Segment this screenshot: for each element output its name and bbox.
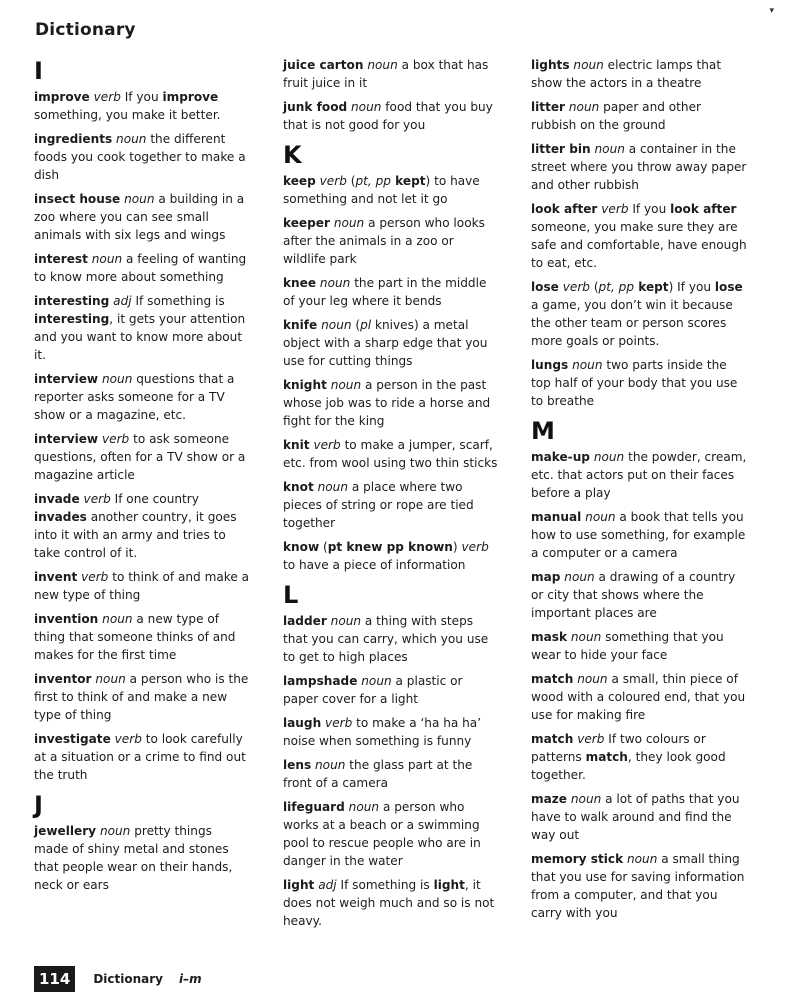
- entry-part-of-speech: adj: [318, 878, 337, 892]
- entry-definition: a person who works at a beach or a swimming pool to rescue people who are in danger in the water: [283, 800, 481, 868]
- entry-definition: to look carefully at a situation or a crime to find out the truth: [34, 732, 246, 782]
- entry-definition: a person in the past whose job was to ride a horse and fight for the king: [283, 378, 491, 428]
- entry-headword: investigate: [34, 732, 111, 746]
- entry-definition: match: [585, 750, 628, 764]
- section-letter: K: [283, 141, 302, 169]
- entry-part-of-speech: noun: [572, 358, 603, 372]
- entry-definition: the glass part at the front of a camera: [283, 758, 473, 790]
- entry-definition: a thing with steps that you can carry, which you use to get to high places: [283, 614, 489, 664]
- entry-part-of-speech: noun: [564, 570, 595, 584]
- dictionary-entry: [283, 376, 499, 430]
- dictionary-entry: [34, 250, 250, 286]
- entry-definition: invades: [34, 510, 87, 524]
- entry-definition: If something is: [135, 294, 225, 308]
- dictionary-entry: [531, 356, 747, 410]
- dictionary-entry: [34, 730, 250, 784]
- entry-part-of-speech: noun: [351, 100, 382, 114]
- entry-forms: (: [355, 318, 361, 332]
- entry-part-of-speech: noun: [594, 142, 625, 156]
- entry-headword: juice carton: [283, 58, 364, 72]
- entry-definition: another country, it goes into it with an army and tries to take control of it.: [34, 510, 237, 560]
- dictionary-entry: [531, 56, 747, 92]
- entry-forms: known: [403, 540, 453, 554]
- entry-headword: litter bin: [531, 142, 591, 156]
- entry-definition: a container in the street where you throw away paper and other rubbish: [531, 142, 747, 192]
- entry-headword: maze: [531, 792, 568, 806]
- dictionary-entry: [34, 130, 250, 184]
- section-letter: L: [283, 581, 299, 609]
- entry-definition: the part in the middle of your leg where it bends: [283, 276, 487, 308]
- entry-part-of-speech: noun: [593, 450, 625, 464]
- entry-headword: lose: [531, 280, 559, 294]
- page-title: Dictionary: [35, 20, 136, 40]
- page-footer: [34, 964, 202, 994]
- entry-definition: food that you buy that is not good for you: [283, 100, 493, 132]
- entry-headword: memory stick: [531, 852, 624, 866]
- entry-forms: kept: [634, 280, 669, 294]
- entry-part-of-speech: adj: [113, 294, 132, 308]
- dictionary-entry: [34, 370, 250, 424]
- entry-forms: (: [323, 540, 328, 554]
- entry-part-of-speech: noun: [317, 480, 349, 494]
- dictionary-entry: [283, 316, 499, 370]
- entry-forms: pt: [327, 540, 343, 554]
- dictionary-entry: [34, 292, 250, 364]
- entry-definition: a person who looks after the animals in a zoo or wildlife park: [283, 216, 485, 266]
- entry-headword: knife: [283, 318, 318, 332]
- dictionary-entry: [283, 436, 499, 472]
- entry-forms: knives: [371, 318, 414, 332]
- entry-definition: a place where two pieces of string or rope are tied together: [283, 480, 474, 530]
- entry-headword: make-up: [531, 450, 590, 464]
- entry-part-of-speech: verb: [101, 432, 130, 446]
- entry-part-of-speech: noun: [570, 792, 602, 806]
- entry-headword: ladder: [283, 614, 327, 628]
- footer-range: i–m: [178, 972, 202, 986]
- entry-part-of-speech: noun: [570, 630, 602, 644]
- entry-part-of-speech: noun: [91, 252, 123, 266]
- corner-mark: ▾: [769, 6, 774, 16]
- entry-definition: If two colours or patterns: [531, 732, 706, 764]
- entry-forms: ): [452, 540, 458, 554]
- dictionary-entry: [283, 672, 499, 708]
- entry-headword: invade: [34, 492, 80, 506]
- entry-definition: a game, you don’t win it because the other team or person scores more goals or points.: [531, 298, 733, 348]
- entry-part-of-speech: verb: [93, 90, 121, 104]
- entry-definition: If you: [124, 90, 163, 104]
- page-number: 114: [34, 966, 75, 992]
- entry-part-of-speech: noun: [124, 192, 155, 206]
- entry-headword: lungs: [531, 358, 569, 372]
- entry-definition: If something is: [340, 878, 434, 892]
- entry-forms: pl: [360, 318, 372, 332]
- entry-forms: ): [413, 318, 419, 332]
- entry-definition: look after: [670, 202, 737, 216]
- entry-definition: interesting: [34, 312, 110, 326]
- dictionary-entry: [531, 790, 747, 844]
- entry-part-of-speech: verb: [577, 732, 605, 746]
- entry-definition: If one country: [114, 492, 199, 506]
- entry-part-of-speech: noun: [585, 510, 616, 524]
- entry-part-of-speech: noun: [333, 216, 365, 230]
- entry-headword: map: [531, 570, 561, 584]
- entry-definition: a plastic or paper cover for a light: [283, 674, 463, 706]
- entry-definition: questions that a reporter asks someone for a TV show or a magazine, etc.: [34, 372, 235, 422]
- entry-definition: If you: [632, 202, 671, 216]
- entry-headword: manual: [531, 510, 582, 524]
- entry-definition: a new type of thing that someone thinks of and makes for the first time: [34, 612, 236, 662]
- entry-headword: laugh: [283, 716, 322, 730]
- entry-headword: lifeguard: [283, 800, 345, 814]
- dictionary-entry: [531, 568, 747, 622]
- column-2: [283, 56, 499, 936]
- entry-definition: to think of and make a new type of thing: [34, 570, 250, 602]
- entry-definition: someone, you make sure they are safe and comfortable, have enough to eat, etc.: [531, 220, 747, 270]
- dictionary-entry: [283, 172, 499, 208]
- entry-definition: , it gets your attention and you want to know more about it.: [34, 312, 246, 362]
- dictionary-entry: [531, 200, 747, 272]
- entry-definition: a box that has fruit juice in it: [283, 58, 489, 90]
- entry-definition: light: [433, 878, 465, 892]
- section-letter: M: [531, 417, 555, 445]
- entry-part-of-speech: verb: [601, 202, 629, 216]
- entry-part-of-speech: noun: [315, 758, 346, 772]
- dictionary-entry: [531, 850, 747, 922]
- entry-part-of-speech: verb: [562, 280, 590, 294]
- entry-part-of-speech: verb: [461, 540, 489, 554]
- entry-headword: knee: [283, 276, 317, 290]
- entry-definition: two parts inside the top half of your body that you use to breathe: [531, 358, 738, 408]
- entry-headword: litter: [531, 100, 566, 114]
- entry-headword: interest: [34, 252, 88, 266]
- dictionary-entry: [531, 730, 747, 784]
- entry-part-of-speech: noun: [116, 132, 147, 146]
- entry-definition: , it does not weigh much and so is not heavy.: [283, 878, 495, 928]
- entry-part-of-speech: noun: [361, 674, 392, 688]
- entry-headword: invention: [34, 612, 99, 626]
- dictionary-entry: [283, 876, 499, 930]
- entry-part-of-speech: noun: [577, 672, 608, 686]
- entry-definition: a building in a zoo where you can see small animals with six legs and wings: [34, 192, 245, 242]
- entry-part-of-speech: noun: [330, 378, 362, 392]
- entry-definition: something, you make it better.: [34, 108, 221, 122]
- entry-forms: knew: [342, 540, 387, 554]
- entry-headword: knot: [283, 480, 314, 494]
- dictionary-entry: [283, 538, 499, 574]
- entry-part-of-speech: noun: [319, 276, 351, 290]
- dictionary-entry: [283, 478, 499, 532]
- entry-headword: knit: [283, 438, 310, 452]
- entry-headword: knight: [283, 378, 327, 392]
- entry-definition: to have something and not let it go: [283, 174, 480, 206]
- entry-definition: electric lamps that show the actors in a theatre: [531, 58, 722, 90]
- entry-part-of-speech: verb: [114, 732, 142, 746]
- entry-forms: kept: [390, 174, 426, 188]
- entry-part-of-speech: noun: [321, 318, 352, 332]
- entry-part-of-speech: noun: [101, 372, 133, 386]
- entry-definition: If you: [677, 280, 715, 294]
- entry-definition: to ask someone questions, often for a TV show or a magazine article: [34, 432, 246, 482]
- dictionary-entry: [531, 670, 747, 724]
- entry-part-of-speech: noun: [573, 58, 604, 72]
- entry-headword: match: [531, 672, 574, 686]
- entry-headword: lampshade: [283, 674, 358, 688]
- entry-part-of-speech: noun: [348, 800, 380, 814]
- dictionary-entry: [34, 610, 250, 664]
- section-letter: J: [34, 791, 43, 819]
- footer-title: Dictionary: [93, 972, 163, 986]
- entry-headword: interesting: [34, 294, 110, 308]
- entry-definition: a book that tells you how to use something, for example a computer or a camera: [531, 510, 746, 560]
- dictionary-entry: [283, 756, 499, 792]
- entry-definition: , they look good together.: [531, 750, 726, 782]
- entry-definition: something that you wear to hide your face: [531, 630, 724, 662]
- column-3: [531, 56, 747, 928]
- dictionary-entry: [283, 798, 499, 870]
- entry-forms: (: [350, 174, 356, 188]
- dictionary-entry: [34, 88, 250, 124]
- entry-headword: look after: [531, 202, 598, 216]
- entry-part-of-speech: verb: [313, 438, 341, 452]
- dictionary-entry: [34, 670, 250, 724]
- dictionary-entry: [34, 430, 250, 484]
- entry-forms: ): [425, 174, 431, 188]
- dictionary-entry: [34, 190, 250, 244]
- entry-headword: mask: [531, 630, 568, 644]
- entry-definition: improve: [162, 90, 219, 104]
- dictionary-entry: [531, 278, 747, 350]
- entry-definition: paper and other rubbish on the ground: [531, 100, 701, 132]
- entry-headword: keep: [283, 174, 316, 188]
- entry-definition: a small thing that you use for saving information from a computer, and that you carry with you: [531, 852, 745, 920]
- entry-part-of-speech: noun: [367, 58, 398, 72]
- entry-definition: to have a piece of information: [283, 558, 466, 572]
- entry-part-of-speech: noun: [626, 852, 658, 866]
- entry-headword: ingredients: [34, 132, 113, 146]
- entry-headword: interview: [34, 432, 99, 446]
- entry-definition: the different foods you cook together to make a dish: [34, 132, 246, 182]
- entry-headword: lights: [531, 58, 570, 72]
- entry-headword: match: [531, 732, 574, 746]
- dictionary-entry: [283, 98, 499, 134]
- entry-part-of-speech: noun: [99, 824, 131, 838]
- entry-headword: improve: [34, 90, 90, 104]
- entry-definition: pretty things made of shiny metal and stones that people wear on their hands, neck or ears: [34, 824, 233, 892]
- entry-forms: pp: [386, 540, 404, 554]
- column-1: [34, 56, 250, 900]
- entry-part-of-speech: verb: [319, 174, 347, 188]
- dictionary-entry: [531, 508, 747, 562]
- entry-definition: to make a ‘ha ha ha’ noise when something is funny: [283, 716, 482, 748]
- entry-part-of-speech: noun: [568, 100, 600, 114]
- entry-definition: to make a jumper, scarf, etc. from wool using two thin sticks: [283, 438, 498, 470]
- dictionary-entry: [34, 568, 250, 604]
- entry-headword: jewellery: [34, 824, 97, 838]
- dictionary-entry: [34, 822, 250, 894]
- dictionary-entry: [531, 140, 747, 194]
- entry-part-of-speech: noun: [102, 612, 133, 626]
- entry-part-of-speech: verb: [83, 492, 111, 506]
- entry-headword: junk food: [283, 100, 348, 114]
- entry-headword: invent: [34, 570, 78, 584]
- entry-headword: light: [283, 878, 315, 892]
- dictionary-entry: [531, 98, 747, 134]
- entry-headword: lens: [283, 758, 312, 772]
- dictionary-entry: [283, 214, 499, 268]
- dictionary-entry: [34, 490, 250, 562]
- dictionary-entry: [283, 274, 499, 310]
- entry-headword: inventor: [34, 672, 92, 686]
- entry-definition: a feeling of wanting to know more about something: [34, 252, 247, 284]
- dictionary-entry: [283, 714, 499, 750]
- entry-part-of-speech: noun: [95, 672, 126, 686]
- dictionary-entry: [283, 612, 499, 666]
- entry-headword: interview: [34, 372, 99, 386]
- dictionary-entry: [531, 628, 747, 664]
- entry-forms: pt, pp: [355, 174, 391, 188]
- entry-part-of-speech: verb: [81, 570, 109, 584]
- entry-forms: (: [593, 280, 599, 294]
- section-letter: I: [34, 57, 43, 85]
- entry-definition: lose: [714, 280, 743, 294]
- entry-headword: insect house: [34, 192, 121, 206]
- dictionary-entry: [283, 56, 499, 92]
- entry-definition: a metal object with a sharp edge that you use for cutting things: [283, 318, 488, 368]
- entry-definition: a drawing of a country or city that shows where the important places are: [531, 570, 736, 620]
- entry-part-of-speech: noun: [330, 614, 362, 628]
- dictionary-entry: [531, 448, 747, 502]
- entry-definition: a person who is the first to think of and make a new type of thing: [34, 672, 249, 722]
- entry-forms: ): [668, 280, 674, 294]
- entry-forms: pt, pp: [598, 280, 635, 294]
- entry-definition: a lot of paths that you have to walk around and find the way out: [531, 792, 740, 842]
- entry-part-of-speech: verb: [325, 716, 353, 730]
- entry-definition: the powder, cream, etc. that actors put on their faces before a play: [531, 450, 747, 500]
- entry-definition: a small, thin piece of wood with a coloured end, that you use for making fire: [531, 672, 746, 722]
- entry-headword: keeper: [283, 216, 330, 230]
- entry-headword: know: [283, 540, 320, 554]
